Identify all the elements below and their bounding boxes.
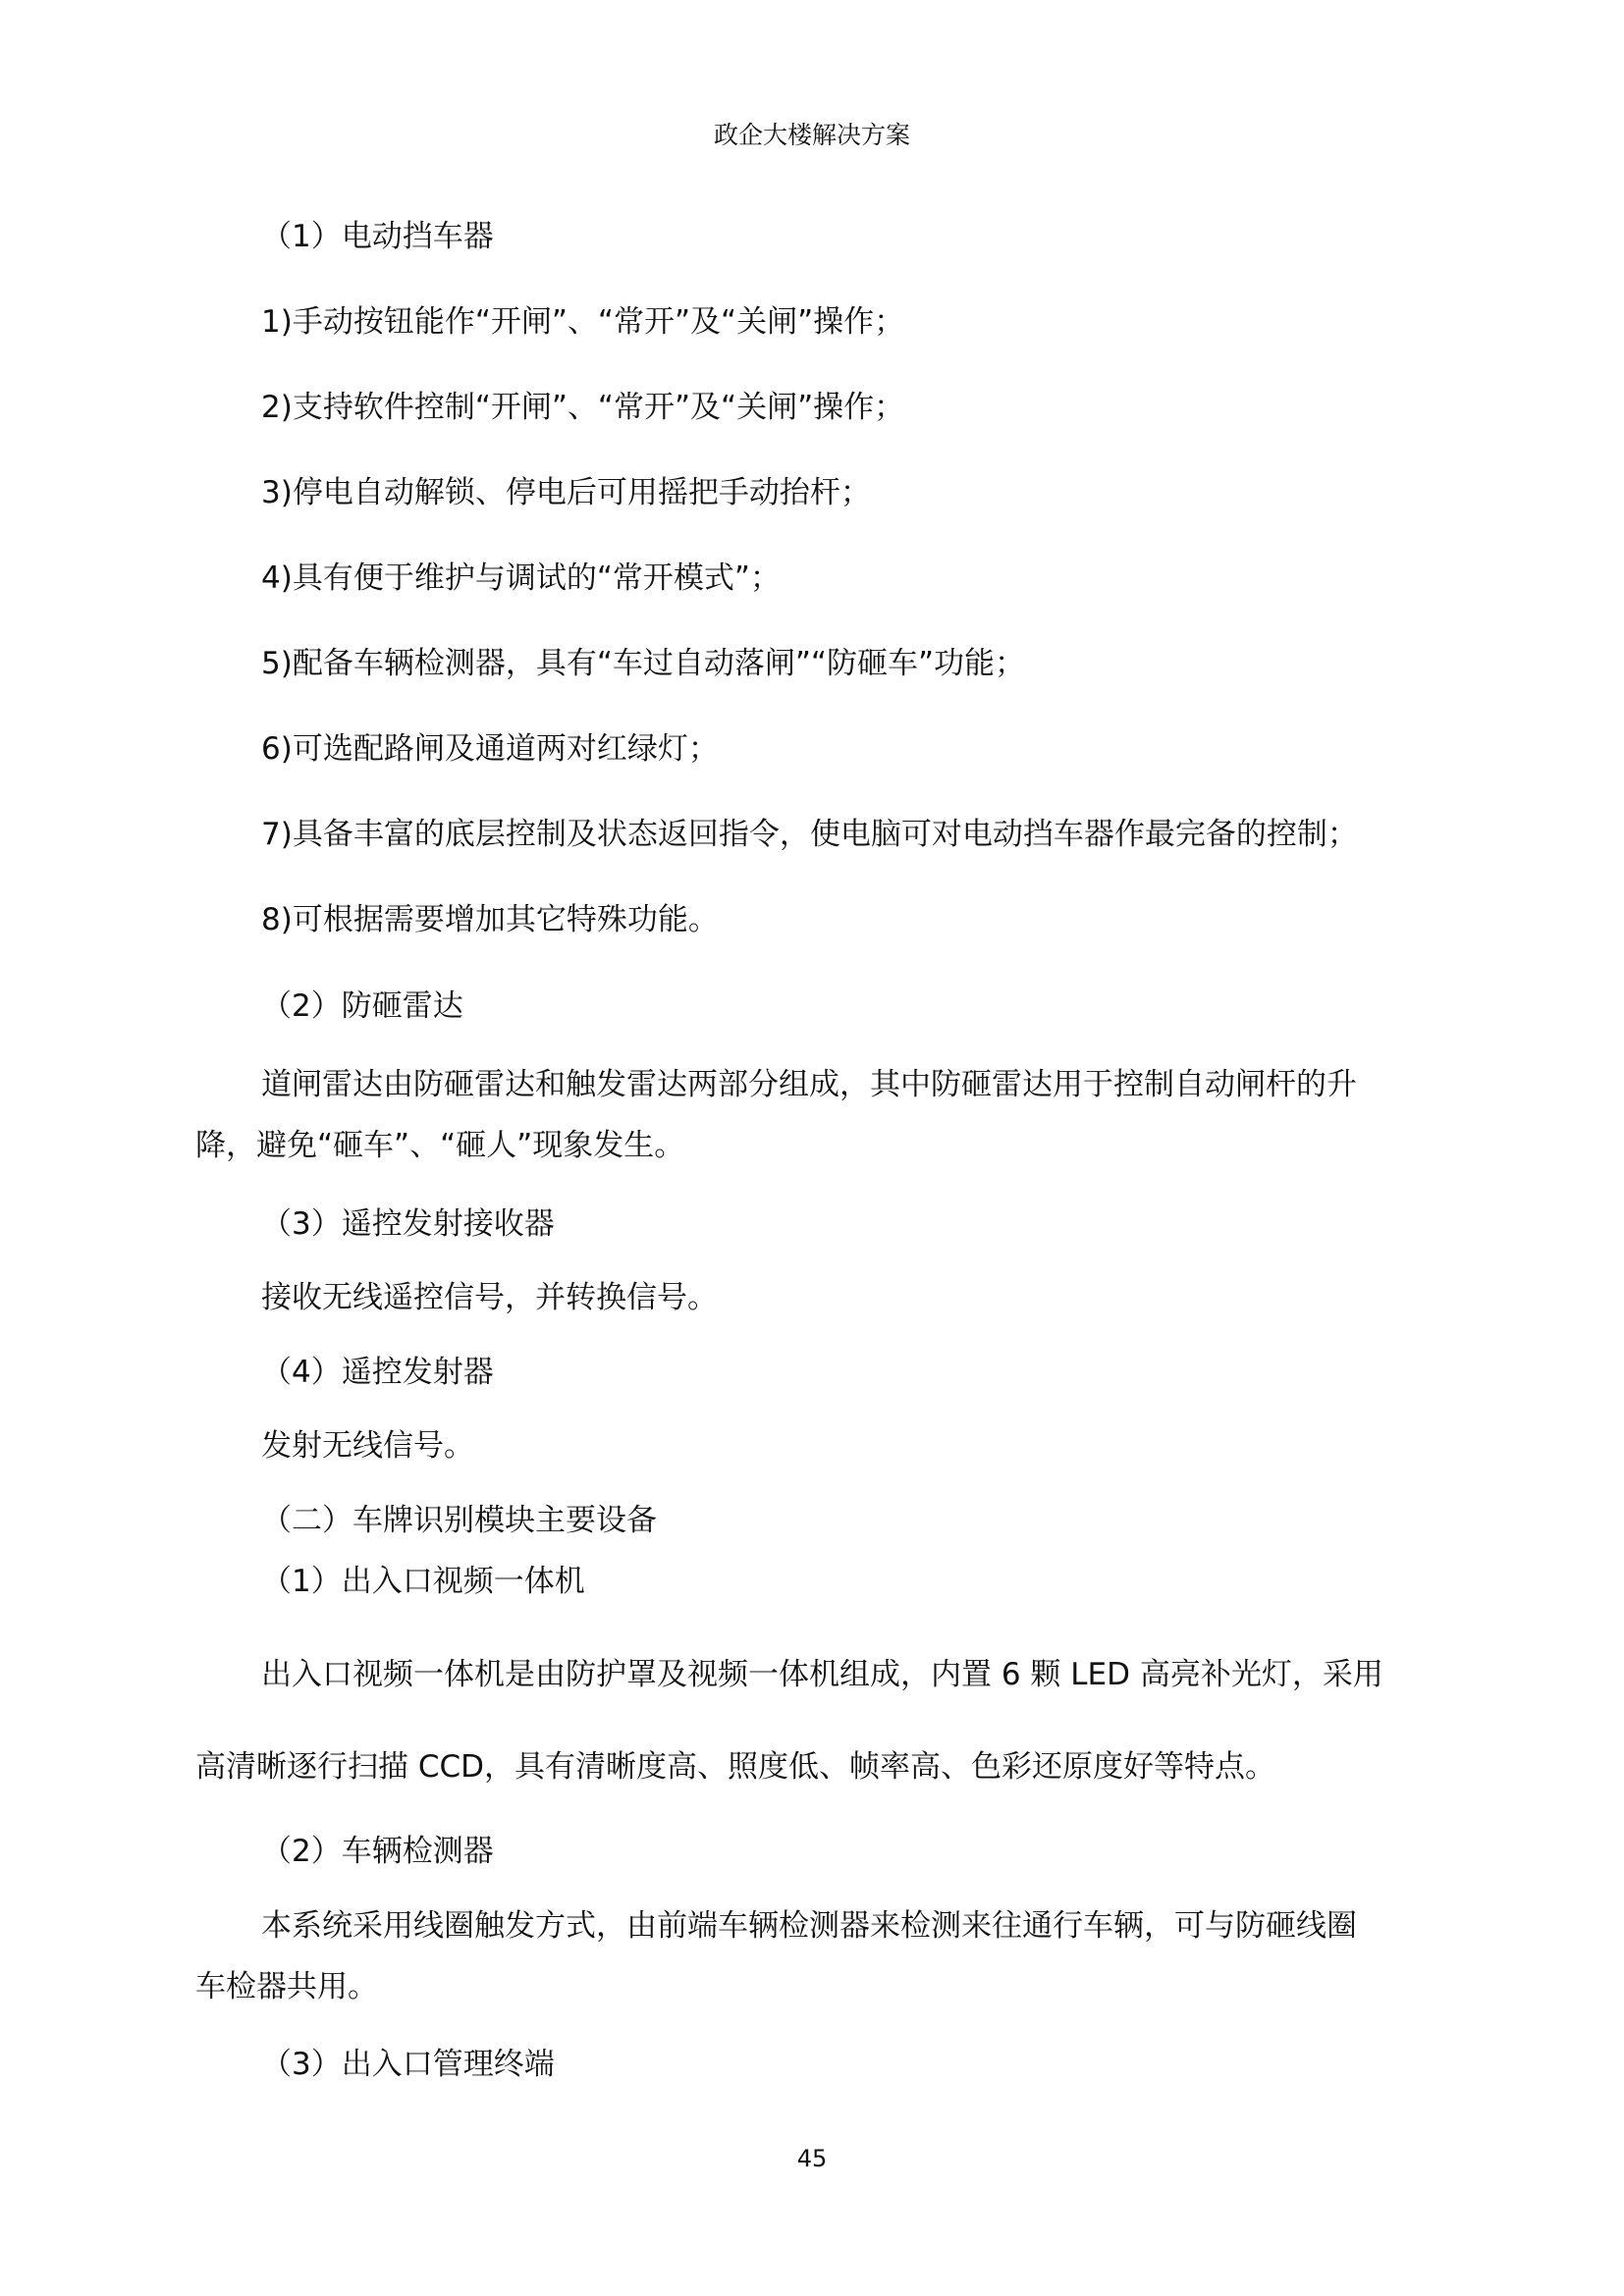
heading-vehicle-detector: （2）车辆检测器 [261,1834,494,1869]
body-line: 道闸雷达由防砸雷达和触发雷达两部分组成，其中防砸雷达用于控制自动闸杆的升 [261,1067,1357,1102]
heading-barrier-gate: （1）电动挡车器 [261,219,494,254]
body-line: 降，避免“砸车”、“砸人”现象发生。 [195,1128,685,1163]
body-line: 发射无线信号。 [261,1428,474,1464]
body-line: 接收无线遥控信号，并转换信号。 [261,1280,718,1315]
heading-anti-smash-radar: （2）防砸雷达 [261,988,463,1024]
heading-entrance-terminal: （3）出入口管理终端 [261,2047,555,2082]
list-item: 4)具有便于维护与调试的“常开模式”； [261,561,781,596]
list-item: 5)配备车辆检测器，具有“车过自动落闸”“防砸车”功能； [261,646,1026,681]
list-item: 7)具备丰富的底层控制及状态返回指令，使电脑可对电动挡车器作最完备的控制； [261,817,1358,852]
body-line: 出入口视频一体机是由防护罩及视频一体机组成，内置 6 颗 LED 高亮补光灯，采用 [261,1657,1383,1692]
heading-video-unit: （1）出入口视频一体机 [261,1564,585,1599]
list-item: 6)可选配路闸及通道两对红绿灯； [261,731,719,767]
heading-remote-receiver: （3）遥控发射接收器 [261,1206,555,1242]
list-item: 2)支持软件控制“开闸”、“常开”及“关闸”操作； [261,390,905,425]
list-item: 3)停电自动解锁、停电后可用摇把手动抬杆； [261,475,871,510]
list-item: 1)手动按钮能作“开闸”、“常开”及“关闸”操作； [261,304,905,340]
body-line: 高清晰逐行扫描 CCD，具有清晰度高、照度低、帧率高、色彩还原度好等特点。 [195,1749,1276,1785]
page-header: 政企大楼解决方案 [713,121,910,149]
page-number: 45 [796,2145,828,2172]
body-line: 车检器共用。 [195,1969,378,2004]
list-item: 8)可根据需要增加其它特殊功能。 [261,902,719,937]
heading-remote-transmitter: （4）遥控发射器 [261,1355,494,1390]
body-line: 本系统采用线圈触发方式，由前端车辆检测器来检测来往通行车辆，可与防砸线圈 [261,1908,1357,1944]
heading-plate-recognition: （二）车牌识别模块主要设备 [261,1503,657,1538]
